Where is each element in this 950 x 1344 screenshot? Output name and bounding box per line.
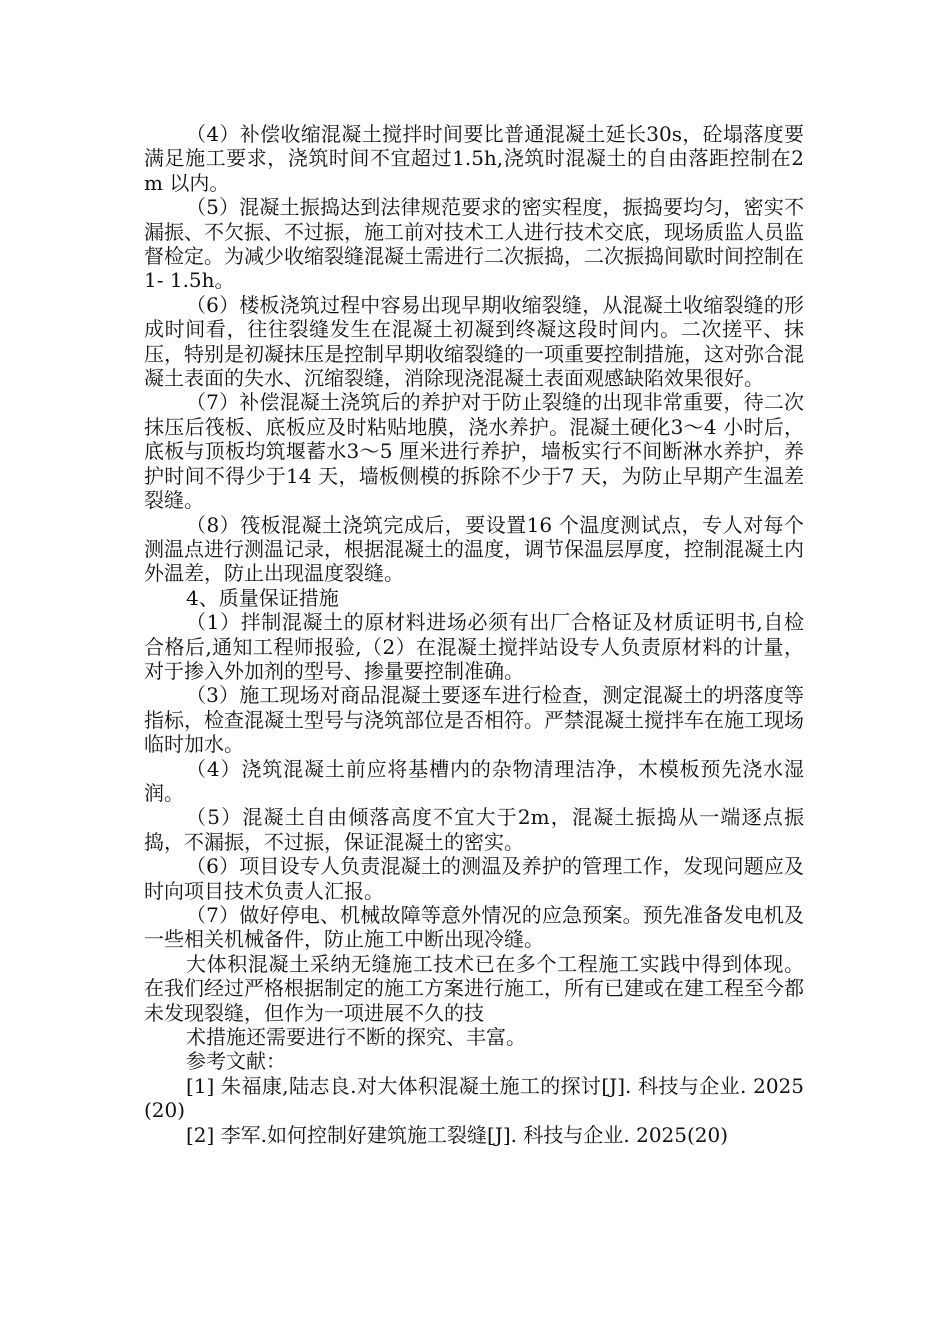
paragraph-conclusion-continued: 术措施还需要进行不断的探究、丰富。 xyxy=(186,1025,526,1050)
paragraph-shrinkage-mixing: （4）补偿收缩混凝土搅拌时间要比普通混凝土延长30s，砼塌落度要满足施工要求，浇筑时间不宜超过1.5h,浇筑时混凝土的自由落距控制在2m 以内。 xyxy=(144,122,804,195)
paragraph-slab-pouring: （6）楼板浇筑过程中容易出现早期收缩裂缝，从混凝土收缩裂缝的形成时间看，往往裂缝发生在混凝土初凝到终凝这段时间内。二次搓平、抹压，特别是初凝抹压是控制早期收缩裂缝的一项重要控制措施，这对弥合混凝土表面的失水、沉缩裂缝，消除现浇混凝土表面观感缺陷效果很好。 xyxy=(144,292,804,391)
paragraph-vibration: （5）混凝土振捣达到法律规范要求的密实程度，振捣要均匀，密实不漏振、不欠振、不过振，施工前对技术工人进行技术交底，现场质监人员监督检定。为减少收缩裂缝混凝土需进行二次振捣，二次振捣间歇时间控制在1- 1.5h。 xyxy=(144,195,804,293)
paragraph-trench-cleaning: （4）浇筑混凝土前应将基槽内的杂物清理洁净，木模板预先浇水湿润。 xyxy=(144,756,804,805)
reference-item-1: [1] 朱福康,陆志良.对大体积混凝土施工的探讨[J]. 科技与企业. 2025(20) xyxy=(144,1073,804,1123)
paragraph-responsible-person: （6）项目设专人负责混凝土的测温及养护的管理工作，发现问题应及时向项目技术负责人汇报。 xyxy=(144,854,804,903)
paragraph-curing: （7）补偿混凝土浇筑后的养护对于防止裂缝的出现非常重要，待二次抹压后筏板、底板应及时粘贴地膜，浇水养护。混凝土硬化3～4 小时后，底板与顶板均筑堰蓄水3～5 厘米进行养护，墙板实行不间断淋水养护，养护时间不得少于14 天，墙板侧模的拆除不少于7 天，为防止早期产生温差裂缝。 xyxy=(144,390,804,513)
paragraph-temperature-monitoring: （8）筏板混凝土浇筑完成后，要设置16 个温度测试点，专人对每个测温点进行测温记录，根据混凝土的温度，调节保温层厚度，控制混凝土内外温差，防止出现温度裂缝。 xyxy=(144,512,804,586)
paragraph-free-fall-height: （5）混凝土自由倾落高度不宜大于2m，混凝土振捣从一端逐点振捣，不漏振，不过振，保证混凝土的密实。 xyxy=(144,805,804,854)
paragraph-raw-materials: （1）拌制混凝土的原材料进场必须有出厂合格证及材质证明书,自检合格后,通知工程师报验,（2）在混凝土搅拌站设专人负责原材料的计量，对于掺入外加剂的型号、掺量要控制准确。 xyxy=(144,610,804,683)
references-heading: 参考文献： xyxy=(186,1049,286,1074)
paragraph-site-inspection: （3）施工现场对商品混凝土要逐车进行检查，测定混凝土的坍落度等指标，检查混凝土型号与浇筑部位是否相符。严禁混凝土搅拌车在施工现场临时加水。 xyxy=(144,683,804,757)
reference-item-2: [2] 李军.如何控制好建筑施工裂缝[J]. 科技与企业. 2025(20) xyxy=(186,1122,729,1147)
paragraph-conclusion: 大体积混凝土采纳无缝施工技术已在多个工程施工实践中得到体现。在我们经过严格根据制定的施工方案进行施工，所有已建或在建工程至今都未发现裂缝，但作为一项进展不久的技 xyxy=(144,951,804,1025)
paragraph-emergency-plan: （7）做好停电、机械故障等意外情况的应急预案。预先准备发电机及一些相关机械备件，防止施工中断出现冷缝。 xyxy=(144,903,804,952)
document-body xyxy=(144,122,804,1147)
section-heading-quality-assurance: 4、质量保证措施 xyxy=(186,585,339,610)
